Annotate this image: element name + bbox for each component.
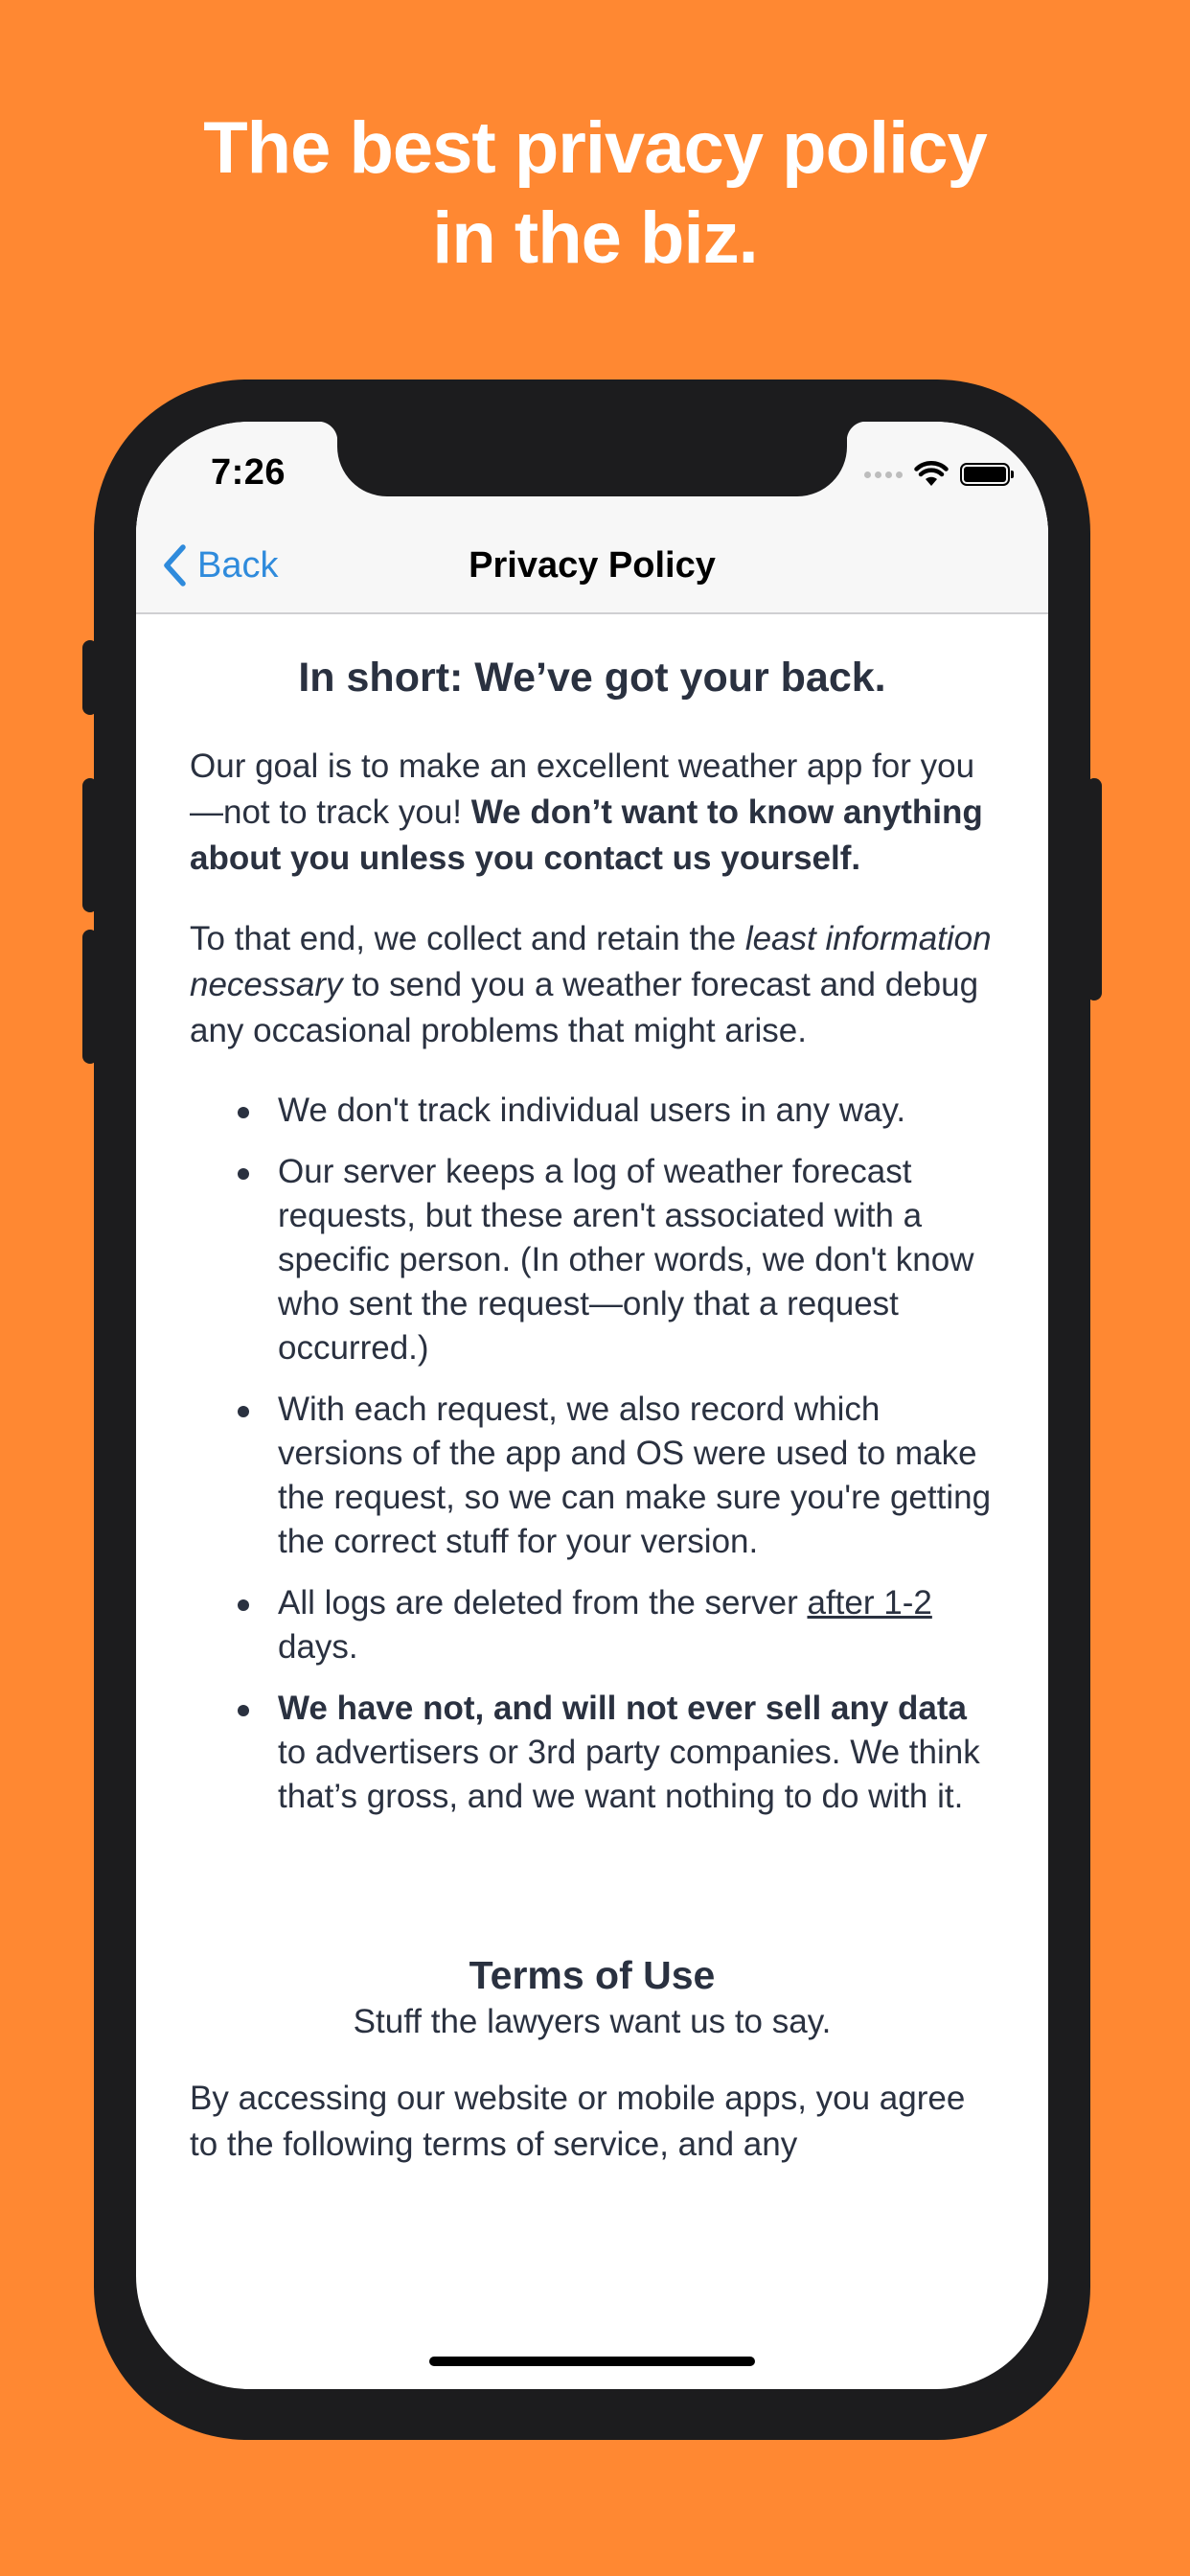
log-deletion-after: days. [278,1628,358,1666]
policy-heading: In short: We’ve got your back. [298,655,886,701]
retention-before: To that end, we collect and retain the [190,920,745,957]
phone-frame [94,380,1090,2440]
terms-subtitle: Stuff the lawyers want us to say. [353,2003,832,2040]
retention-italic: least information necessary [190,920,992,1003]
status-time: 7:26 [211,452,286,493]
intro-bold: We don’t want to know anything about you unless you contact us yourself. [190,794,983,877]
bullet-no-tracking: We don't track individual users in any way. [278,1089,995,1133]
terms-title: Terms of Use [469,1953,716,1997]
retention-after: to send you a weather forecast and debug any occasional problems that might arise. [190,966,979,1049]
signal-dots-icon [864,472,903,478]
intro-paragraph [190,744,995,882]
promo-headline [0,104,1190,284]
home-indicator[interactable] [429,2357,755,2366]
bullet-server-logs: Our server keeps a log of weather forecast requests, but these aren't associated with a specific person. (In other words, we don't know who sent the request—only that a request occurred.) [278,1150,995,1370]
bullet-version-record: With each request, we also record which versions of the app and OS were used to make the request, so we can make sure you're getting the correct stuff for your version. [278,1388,995,1564]
no-selling-after: to advertisers or 3rd party companies. We think that’s gross, and we want nothing to do with it. [278,1734,980,1815]
log-deletion-before: All logs are deleted from the server [278,1584,808,1622]
terms-body: By accessing our website or mobile apps, you agree to the following terms of service, and any [190,2080,966,2163]
intro-text: Our goal is to make an excellent weather app for you—not to track you! [190,748,975,831]
bullet-no-selling [278,1687,995,1819]
page-title: Privacy Policy [469,545,716,586]
phone-screen [136,422,1048,2389]
log-deletion-link[interactable]: after 1-2 [807,1584,932,1622]
status-icons [864,460,1010,489]
back-label: Back [197,544,279,586]
bullet-log-deletion [278,1581,995,1669]
headline-line-2: in the biz. [432,197,758,279]
battery-icon [960,463,1010,486]
navigation-bar [136,518,1048,614]
retention-paragraph [190,916,995,1054]
notch [337,422,847,496]
no-selling-bold: We have not, and will not ever sell any data [278,1690,968,1727]
wifi-icon [914,461,949,488]
policy-bullet-list [190,1089,995,1819]
headline-line-1: The best privacy policy [203,107,987,189]
terms-section [190,1951,995,2045]
policy-content [190,652,995,2202]
